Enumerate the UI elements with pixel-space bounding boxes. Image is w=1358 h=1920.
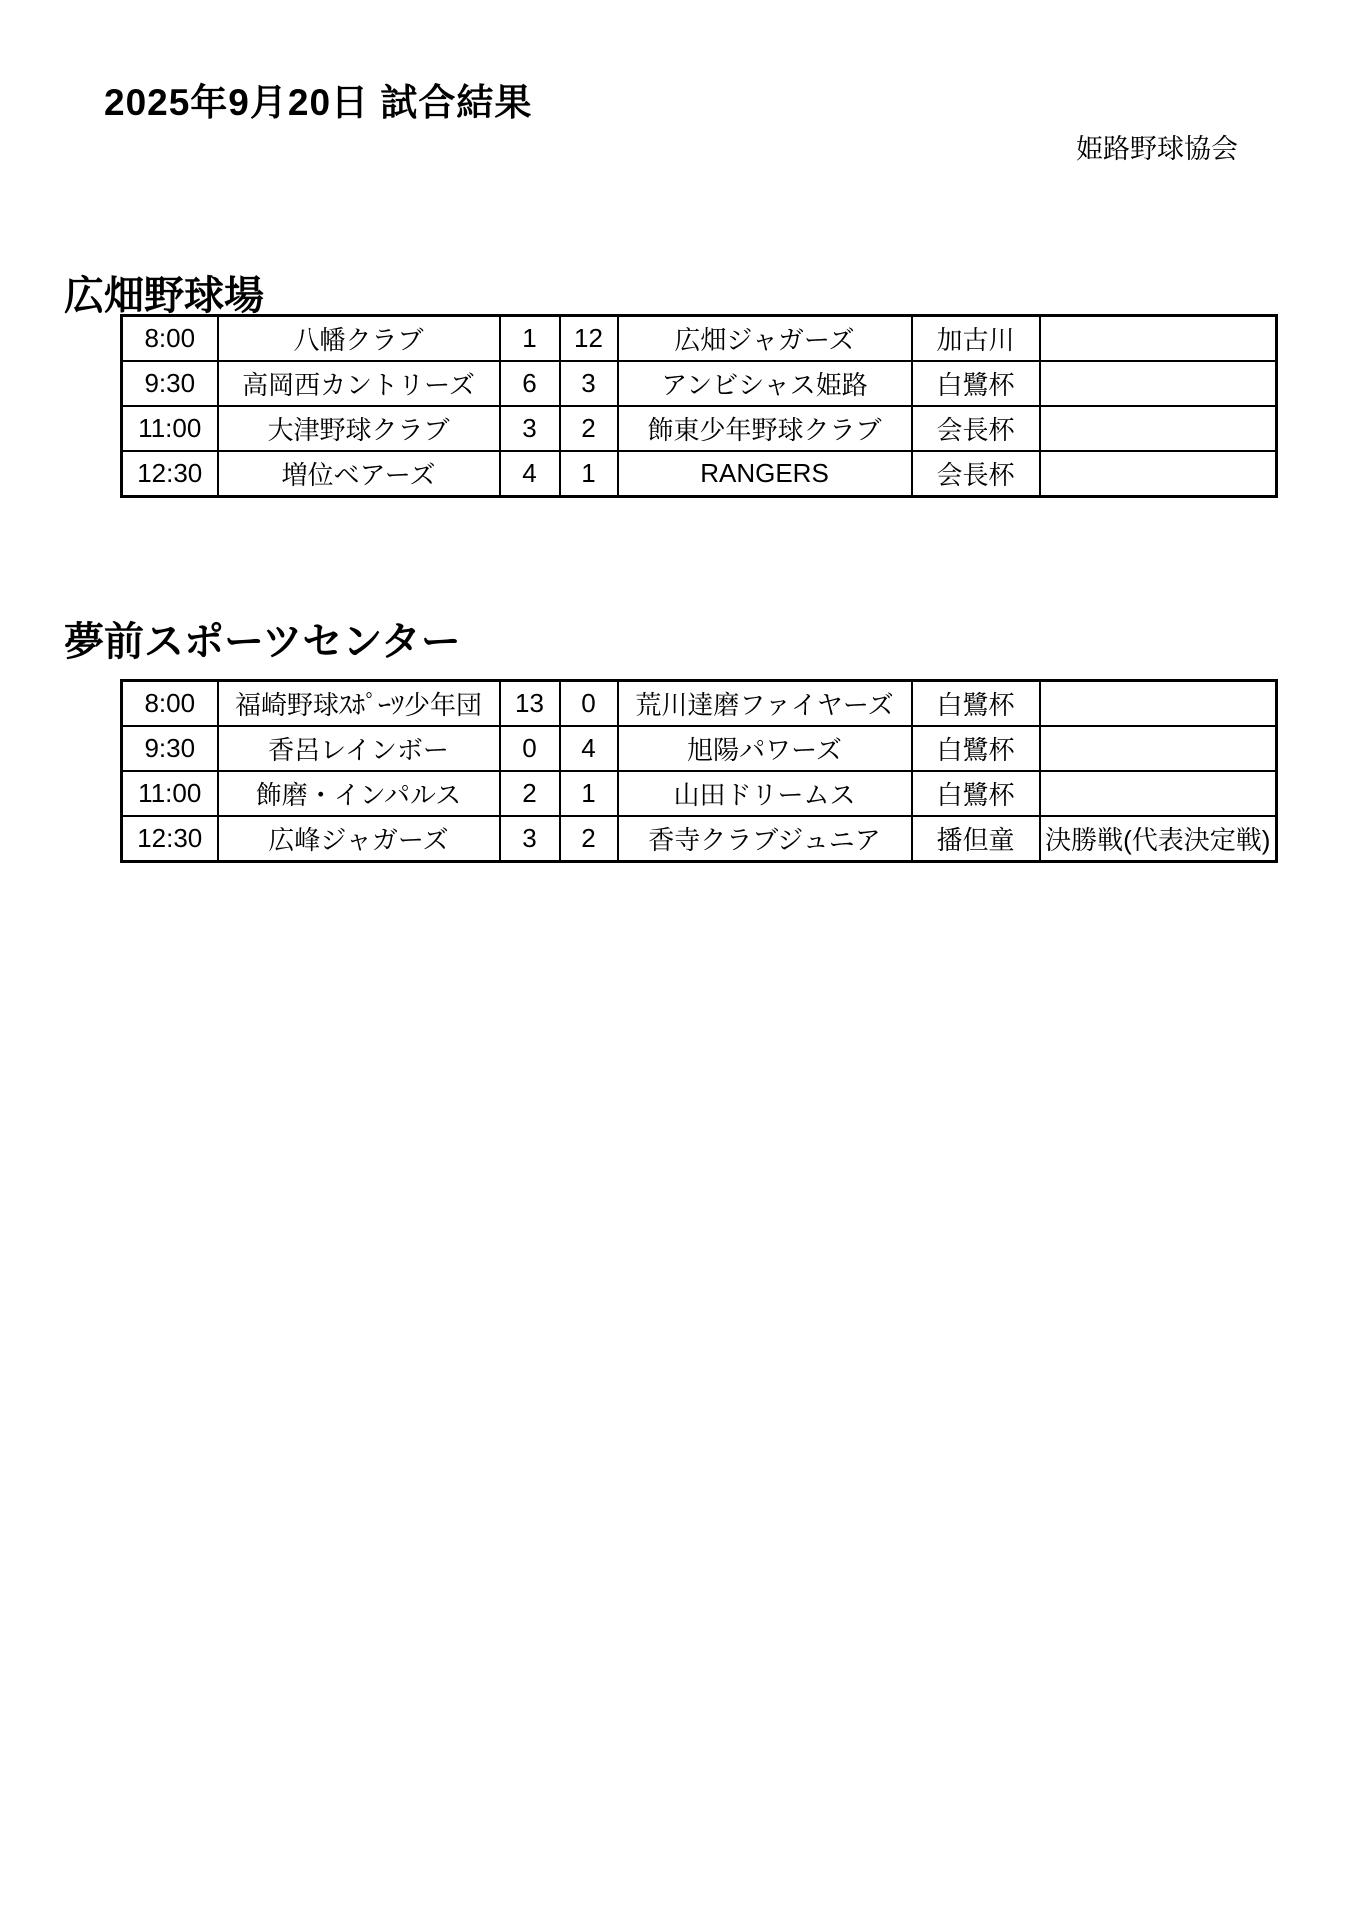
time-cell: 9:30 [122,726,218,771]
team2-cell: アンビシャス姫路 [618,361,912,406]
tournament-cell: 会長杯 [912,406,1040,451]
score2-cell: 12 [560,316,618,362]
score2-cell: 3 [560,361,618,406]
results-table-yumesaki [120,679,1278,863]
team2-cell: 広畑ジャガーズ [618,316,912,362]
score2-cell: 1 [560,451,618,497]
game-row [122,406,1277,451]
score1-cell: 13 [500,681,560,727]
team2-cell: 飾東少年野球クラブ [618,406,912,451]
venue-heading-yumesaki: 夢前スポーツセンター [64,620,461,664]
team1-cell: 八幡クラブ [218,316,500,362]
time-cell: 9:30 [122,361,218,406]
organization-name: 姫路野球協会 [1076,134,1238,164]
game-row [122,726,1277,771]
team2-cell: 旭陽パワーズ [618,726,912,771]
team1-cell: 高岡西カントリーズ [218,361,500,406]
time-cell: 8:00 [122,316,218,362]
score1-cell: 4 [500,451,560,497]
tournament-cell: 白鷺杯 [912,726,1040,771]
note-cell [1040,361,1277,406]
note-cell: 決勝戦(代表決定戦) [1040,816,1277,862]
score1-cell: 3 [500,816,560,862]
score2-cell: 1 [560,771,618,816]
game-row [122,816,1277,862]
team1-cell: 飾磨・インパルス [218,771,500,816]
note-cell [1040,451,1277,497]
results-table-hirohata [120,314,1278,498]
time-cell: 11:00 [122,771,218,816]
note-cell [1040,316,1277,362]
score2-cell: 2 [560,406,618,451]
game-row [122,361,1277,406]
game-row [122,451,1277,497]
tournament-cell: 白鷺杯 [912,361,1040,406]
time-cell: 12:30 [122,451,218,497]
time-cell: 11:00 [122,406,218,451]
score2-cell: 2 [560,816,618,862]
game-row [122,771,1277,816]
tournament-cell: 白鷺杯 [912,681,1040,727]
note-cell [1040,681,1277,727]
note-cell [1040,406,1277,451]
page-title: 2025年9月20日 試合結果 [104,82,533,123]
score1-cell: 3 [500,406,560,451]
team1-cell: 広峰ジャガーズ [218,816,500,862]
tournament-cell: 会長杯 [912,451,1040,497]
tournament-cell: 加古川 [912,316,1040,362]
score1-cell: 0 [500,726,560,771]
score2-cell: 0 [560,681,618,727]
team1-cell: 増位ベアーズ [218,451,500,497]
time-cell: 8:00 [122,681,218,727]
team1-cell: 香呂レインボー [218,726,500,771]
tournament-cell: 播但童 [912,816,1040,862]
tournament-cell: 白鷺杯 [912,771,1040,816]
note-cell [1040,771,1277,816]
venue-heading-hirohata: 広畑野球場 [64,274,264,318]
score1-cell: 1 [500,316,560,362]
team2-cell: 荒川達磨ファイヤーズ [618,681,912,727]
score2-cell: 4 [560,726,618,771]
team1-cell: 福崎野球ｽﾎﾟｰﾂ少年団 [218,681,500,727]
team2-cell: RANGERS [618,451,912,497]
game-row [122,681,1277,727]
score1-cell: 2 [500,771,560,816]
score1-cell: 6 [500,361,560,406]
note-cell [1040,726,1277,771]
game-row [122,316,1277,362]
team2-cell: 香寺クラブジュニア [618,816,912,862]
time-cell: 12:30 [122,816,218,862]
team1-cell: 大津野球クラブ [218,406,500,451]
team2-cell: 山田ドリームス [618,771,912,816]
